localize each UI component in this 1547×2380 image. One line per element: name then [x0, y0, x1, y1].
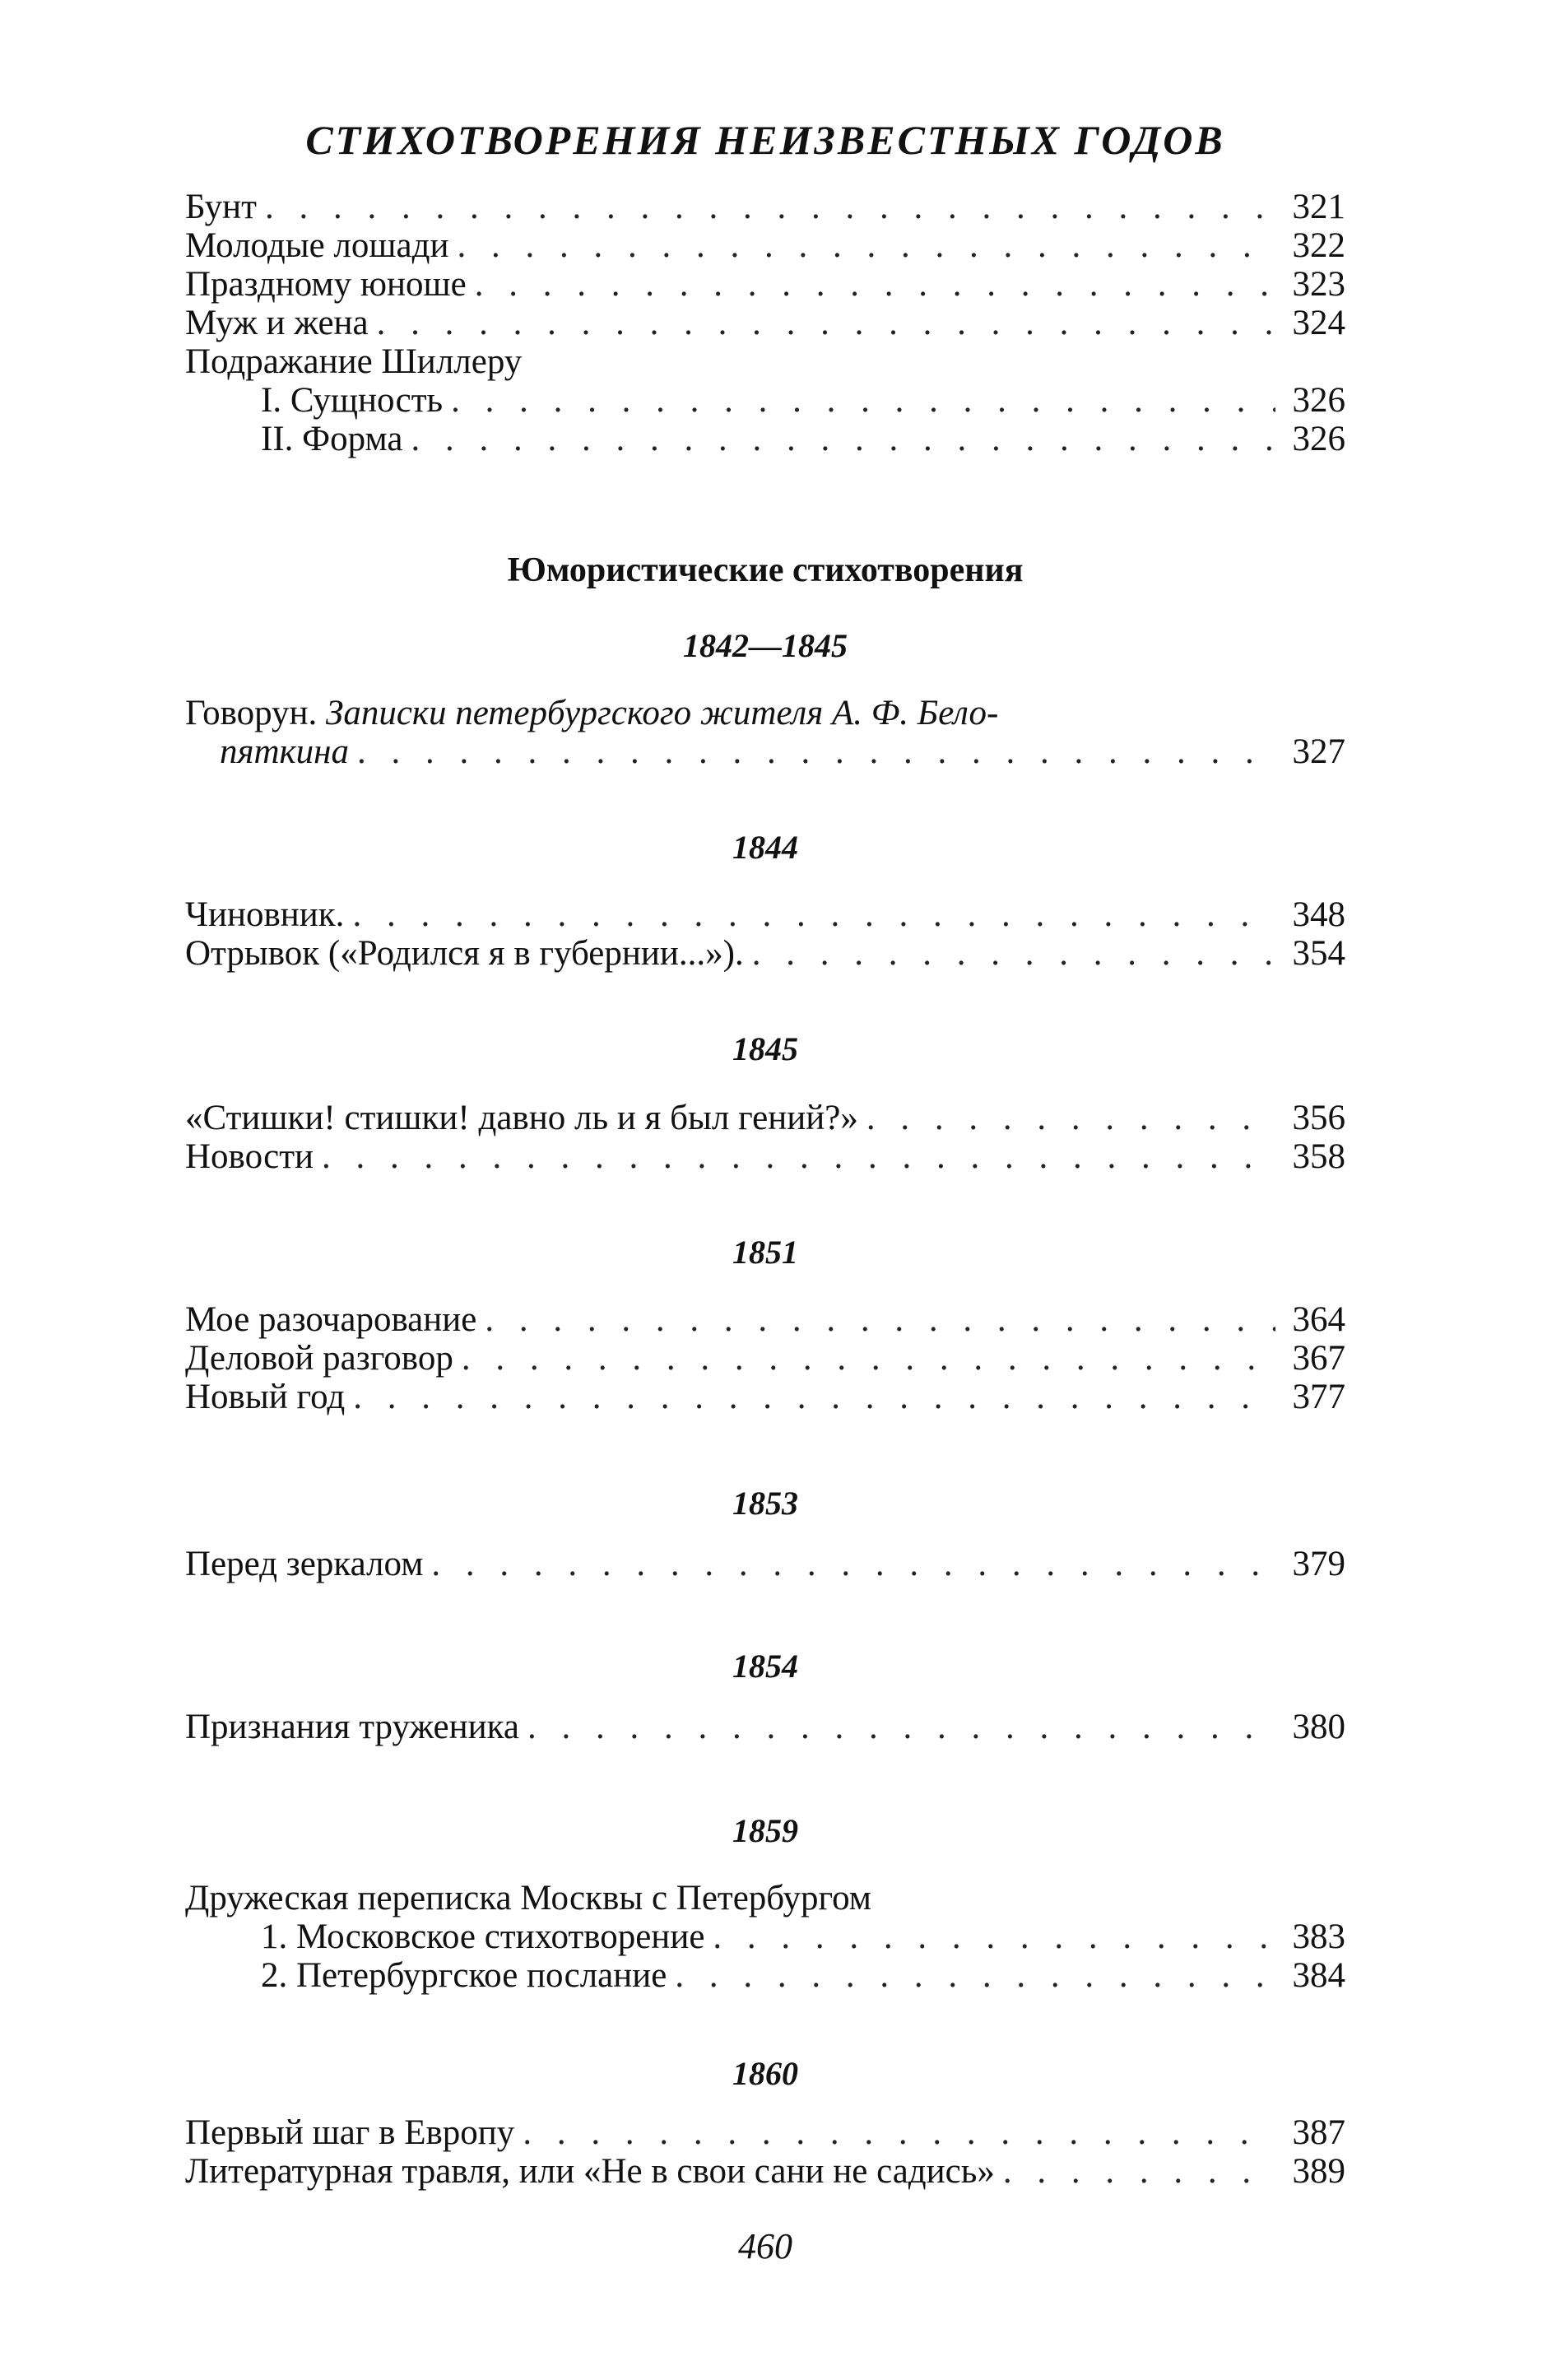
entry-page: 324	[1292, 304, 1345, 342]
entry-page: 322	[1292, 226, 1345, 265]
dot-leader	[523, 2113, 1275, 2152]
entry-page: 367	[1292, 1339, 1345, 1378]
entry-page: 387	[1292, 2113, 1345, 2152]
toc-entry	[185, 2152, 1345, 2191]
entry-title-italic: Записки петербургского жителя А. Ф. Бело-	[326, 694, 999, 732]
toc-entry	[185, 381, 1345, 420]
dot-leader	[713, 1917, 1275, 1956]
entry-title: Говорун.	[185, 694, 327, 732]
dot-leader	[866, 1099, 1275, 1137]
entry-page: 389	[1292, 2152, 1345, 2191]
toc-entry	[185, 2113, 1345, 2152]
entry-title: Литературная травля, или «Не в свои сани не садись»	[185, 2152, 995, 2191]
toc-group-1859	[185, 1879, 1345, 1995]
entry-page: 321	[1292, 188, 1345, 226]
entry-title: «Стишки! стишки! давно ль и я был гений?»	[185, 1099, 858, 1137]
dot-leader	[357, 732, 1275, 771]
entry-page: 358	[1292, 1137, 1345, 1176]
entry-title: 1. Московское стихотворение	[261, 1917, 705, 1956]
dot-leader	[457, 226, 1275, 265]
toc-group-1844	[185, 895, 1345, 973]
toc-group-1860	[185, 2113, 1345, 2191]
entry-title: Перед зеркалом	[185, 1545, 424, 1583]
toc-entry-parent	[185, 1879, 1345, 1917]
toc-entry	[185, 420, 1345, 458]
dot-leader	[752, 934, 1275, 973]
toc-entry	[185, 1099, 1345, 1137]
subsection-heading: Юмористические стихотворения	[507, 551, 1024, 589]
entry-title: 2. Петербургское послание	[261, 1956, 667, 1995]
entry-page: 364	[1292, 1300, 1345, 1339]
toc-entry	[185, 226, 1345, 265]
toc-entry	[185, 1708, 1345, 1746]
year-heading: 1845	[732, 1030, 798, 1067]
entry-page: 379	[1292, 1545, 1345, 1583]
dot-leader	[462, 1339, 1275, 1378]
entry-title: II. Форма	[261, 420, 403, 458]
dot-leader	[322, 1137, 1275, 1176]
entry-title: Дружеская переписка Москвы с Петербургом	[185, 1879, 872, 1917]
section-heading: СТИХОТВОРЕНИЯ НЕИЗВЕСТНЫХ ГОДОВ	[305, 117, 1225, 163]
toc-group-unknown-years	[185, 188, 1345, 458]
toc-group-1853	[185, 1545, 1345, 1583]
entry-page: 348	[1292, 895, 1345, 934]
dot-leader	[431, 1545, 1275, 1583]
entry-title: Признания труженика	[185, 1708, 519, 1746]
toc-entry	[185, 304, 1345, 342]
dot-leader	[451, 381, 1275, 420]
toc-entry	[185, 694, 1345, 732]
entry-title: I. Сущность	[261, 381, 444, 420]
entry-title: Мое разочарование	[185, 1300, 477, 1339]
dot-leader	[265, 188, 1275, 226]
toc-entry	[185, 1137, 1345, 1176]
dot-leader	[1003, 2152, 1275, 2191]
entry-title: Праздному юноше	[185, 265, 467, 304]
entry-page: 380	[1292, 1708, 1345, 1746]
entry-page: 326	[1292, 381, 1345, 420]
year-heading: 1859	[732, 1812, 798, 1849]
entry-page: 327	[1292, 732, 1345, 771]
toc-entry-parent	[185, 342, 1345, 381]
entry-page: 384	[1292, 1956, 1345, 1995]
dot-leader	[352, 895, 1275, 934]
toc-entry	[185, 1339, 1345, 1378]
year-heading: 1851	[732, 1234, 798, 1271]
dot-leader	[485, 1300, 1275, 1339]
entry-title: Муж и жена	[185, 304, 369, 342]
entry-title: Чиновник.	[185, 895, 345, 934]
entry-title: Отрывок («Родился я в губернии...»).	[185, 934, 744, 973]
toc-entry	[185, 188, 1345, 226]
dot-leader	[411, 420, 1275, 458]
dot-leader	[675, 1956, 1275, 1995]
dot-leader	[377, 304, 1275, 342]
toc-group-1854	[185, 1708, 1345, 1746]
entry-title: Молодые лошади	[185, 226, 449, 265]
entry-title-italic: пяткина	[220, 732, 349, 771]
toc-entry	[185, 1917, 1345, 1956]
entry-title: Новости	[185, 1137, 314, 1176]
entry-page: 383	[1292, 1917, 1345, 1956]
year-heading: 1844	[732, 829, 798, 866]
entry-title: Первый шаг в Европу	[185, 2113, 515, 2152]
dot-leader	[527, 1708, 1275, 1746]
year-heading: 1853	[732, 1485, 798, 1522]
toc-entry	[185, 1956, 1345, 1995]
toc-entry	[185, 1545, 1345, 1583]
toc-entry	[185, 1300, 1345, 1339]
toc-entry	[185, 1378, 1345, 1416]
year-heading: 1842—1845	[683, 627, 848, 664]
year-heading: 1854	[732, 1648, 798, 1685]
toc-entry	[185, 732, 1345, 771]
year-heading: 1860	[732, 2055, 798, 2092]
entry-page: 377	[1292, 1378, 1345, 1416]
toc-group-1851	[185, 1300, 1345, 1416]
entry-page: 356	[1292, 1099, 1345, 1137]
entry-title: Бунт	[185, 188, 257, 226]
entry-title: Деловой разговор	[185, 1339, 453, 1378]
toc-group-1842-1845	[185, 694, 1345, 771]
entry-title: Новый год	[185, 1378, 346, 1416]
toc-entry	[185, 265, 1345, 304]
entry-page: 323	[1292, 265, 1345, 304]
entry-title: Подражание Шиллеру	[185, 342, 523, 381]
dot-leader	[475, 265, 1275, 304]
entry-page: 354	[1292, 934, 1345, 973]
entry-page: 326	[1292, 420, 1345, 458]
toc-group-1845	[185, 1099, 1345, 1176]
page-number: 460	[738, 2226, 792, 2266]
toc-entry	[185, 934, 1345, 973]
dot-leader	[353, 1378, 1275, 1416]
toc-entry	[185, 895, 1345, 934]
